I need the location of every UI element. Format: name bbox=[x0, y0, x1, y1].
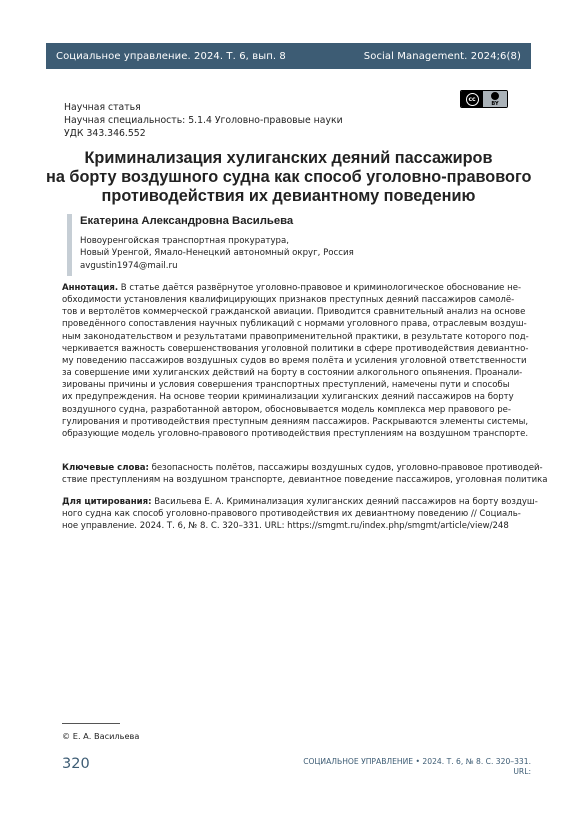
abstract-label: Аннотация. bbox=[62, 283, 119, 293]
attribution-person-icon bbox=[491, 92, 499, 100]
abstract-line: ным законодательством и результатами правоприменительной практики, в результате которого под- bbox=[62, 331, 529, 342]
keywords-line: ствие преступлениям на воздушном транспорте, девиантное поведение пассажиров, уголовная политика bbox=[62, 475, 548, 486]
cc-icon: cc bbox=[466, 93, 479, 106]
abstract-line: гулирования и противодействия преступным деяниям пассажиров. Раскрываются элементы системы, bbox=[62, 416, 529, 427]
citation-line: Васильева Е. А. Криминализация хулиганских деяний пассажиров на борту воздуш- bbox=[151, 497, 538, 507]
citation-label: Для цитирования: bbox=[62, 497, 152, 507]
footer-journal-line: СОЦИАЛЬНОЕ УПРАВЛЕНИЕ • 2024. Т. 6, № 8. С. 320–331. bbox=[303, 757, 531, 766]
cc-by-label: BY bbox=[491, 100, 499, 107]
footnote-divider bbox=[62, 723, 120, 724]
article-udk: УДК 343.346.552 bbox=[64, 128, 146, 139]
article-type: Научная статья bbox=[64, 102, 141, 113]
affiliation-line: Новоуренгойская транспортная прокуратура, bbox=[80, 236, 289, 246]
article-specialty: Научная специальность: 5.1.4 Уголовно-правовые науки bbox=[64, 115, 343, 126]
abstract-line: образующие модель уголовно-правового противодействия преступлениям на воздушном транспорте. bbox=[62, 428, 529, 439]
page-number: 320 bbox=[62, 756, 90, 772]
abstract-line: тов и вертолётов коммерческой гражданской авиации. Приводится сравнительный анализ на основе bbox=[62, 307, 526, 318]
citation-line[interactable]: ное управление. 2024. Т. 6, № 8. С. 320–331. URL: https://smgmt.ru/index.php/smgmt/article/view/248 bbox=[62, 521, 509, 532]
keywords bbox=[62, 462, 548, 486]
title-line: на борту воздушного судна как способ уголовно-правового bbox=[46, 168, 532, 186]
abstract-line: обходимости установления квалифицирующих признаков преступных деяний пассажиров самолё- bbox=[62, 295, 515, 306]
abstract-line: В статье даётся развёрнутое уголовно-правовое и криминологическое обоснование не- bbox=[118, 283, 522, 293]
article-title bbox=[46, 149, 531, 206]
author-affiliation bbox=[80, 235, 531, 272]
abstract-line: воздушного судна, разработанной автором, обосновывается модель комплекса мер правового ре- bbox=[62, 404, 512, 415]
abstract-line: за совершение ими хулиганских действий на борту в состоянии алкогольного опьянения. Проанали- bbox=[62, 368, 523, 379]
keywords-line: безопасность полётов, пассажиры воздушных судов, уголовно-правовое противодей- bbox=[148, 463, 543, 473]
header-journal-en: Social Management. 2024;6(8) bbox=[363, 50, 521, 62]
header-journal-ru: Социальное управление. 2024. Т. 6, вып. 8 bbox=[56, 50, 286, 62]
copyright-footnote: © Е. А. Васильева bbox=[62, 731, 140, 741]
affiliation-line: Новый Уренгой, Ямало-Ненецкий автономный округ, Россия bbox=[80, 248, 354, 259]
abstract-line: му поведению пассажиров воздушных судов во время полёта и усиления уголовной ответственности bbox=[62, 355, 527, 366]
author-email[interactable]: avgustin1974@mail.ru bbox=[80, 260, 178, 271]
abstract-line: проведённого сопоставления научных публикаций с нормами уголовного права, отраслевым воздуш- bbox=[62, 319, 527, 330]
citation-line: ного судна как способ уголовно-правового противодействия их девиантному поведению // Социаль- bbox=[62, 509, 521, 520]
author-block bbox=[67, 214, 531, 276]
title-line: противодействия их девиантному поведению bbox=[101, 187, 476, 205]
abstract-line: зированы причины и условия совершения транспортных преступлений, намечены пути и способы bbox=[62, 380, 510, 391]
abstract-line: черкивается важность совершенствования уголовной политики в сфере противодействия девиантно- bbox=[62, 343, 529, 354]
abstract-line: их предупреждения. На основе теории криминализации хулиганских деяний пассажиров на борту bbox=[62, 392, 514, 403]
title-line: Криминализация хулиганских деяний пассажиров bbox=[84, 149, 493, 167]
abstract bbox=[62, 282, 533, 440]
article-meta bbox=[64, 101, 343, 140]
footer-url-label: URL: bbox=[513, 767, 531, 776]
author-name: Екатерина Александровна Васильева bbox=[80, 215, 294, 227]
cc-by-license-icon[interactable] bbox=[460, 90, 508, 108]
keywords-label: Ключевые слова: bbox=[62, 463, 149, 473]
citation bbox=[62, 496, 538, 532]
footer-journal-reference bbox=[303, 757, 531, 777]
journal-header-band bbox=[46, 43, 531, 69]
